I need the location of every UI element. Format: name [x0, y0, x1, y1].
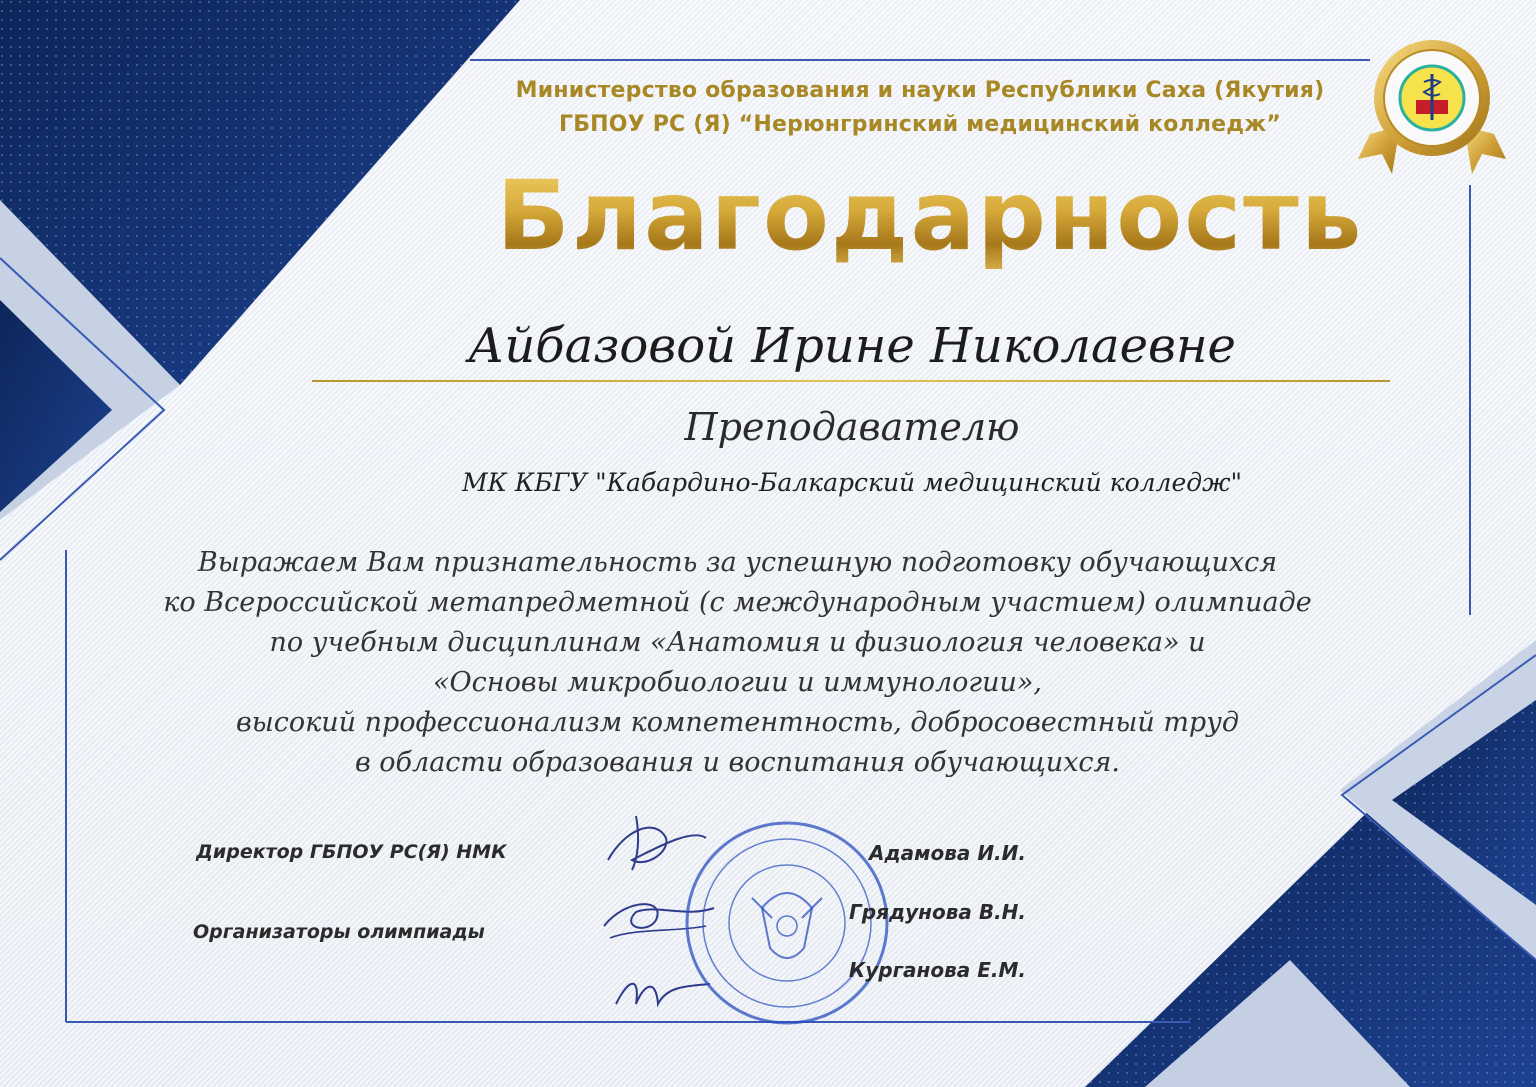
director-label: Директор ГБПОУ РС(Я) НМК [196, 841, 507, 863]
signer-name-organizer: Грядунова В.Н. [849, 900, 1026, 924]
gratitude-line: «Основы микробиологии и иммунологии», [433, 667, 1042, 698]
gratitude-line: Выражаем Вам признательность за успешную подготовку обучающихся [197, 547, 1278, 578]
gratitude-line: ко Всероссийской метапредметной (с международным участием) олимпиаде [163, 587, 1312, 618]
recipient-position: Преподавателю [684, 405, 1020, 449]
recipient-organization: МК КБГУ "Кабардино-Балкарский медицинский колледж" [461, 468, 1243, 497]
name-underline [312, 380, 1390, 382]
recipient-name: Айбазовой Ирине Николаевне [468, 318, 1236, 374]
gratitude-line: высокий профессионализм компетентность, добросовестный труд [236, 707, 1239, 738]
signer-name-director: Адамова И.И. [868, 841, 1026, 865]
gratitude-text [130, 543, 1345, 783]
certificate-title: Благодарность [480, 160, 1380, 272]
organizers-label: Организаторы олимпиады [193, 921, 485, 943]
gratitude-line: по учебным дисциплинам «Анатомия и физиология человека» и [269, 627, 1206, 658]
gratitude-line: в области образования и воспитания обучающихся. [354, 747, 1121, 778]
ministry-heading: Министерство образования и науки Республики Саха (Якутия) [515, 78, 1325, 103]
college-heading: ГБПОУ РС (Я) “Нерюнгринский медицинский колледж” [559, 112, 1281, 137]
signer-name-organizer: Курганова Е.М. [848, 958, 1026, 982]
